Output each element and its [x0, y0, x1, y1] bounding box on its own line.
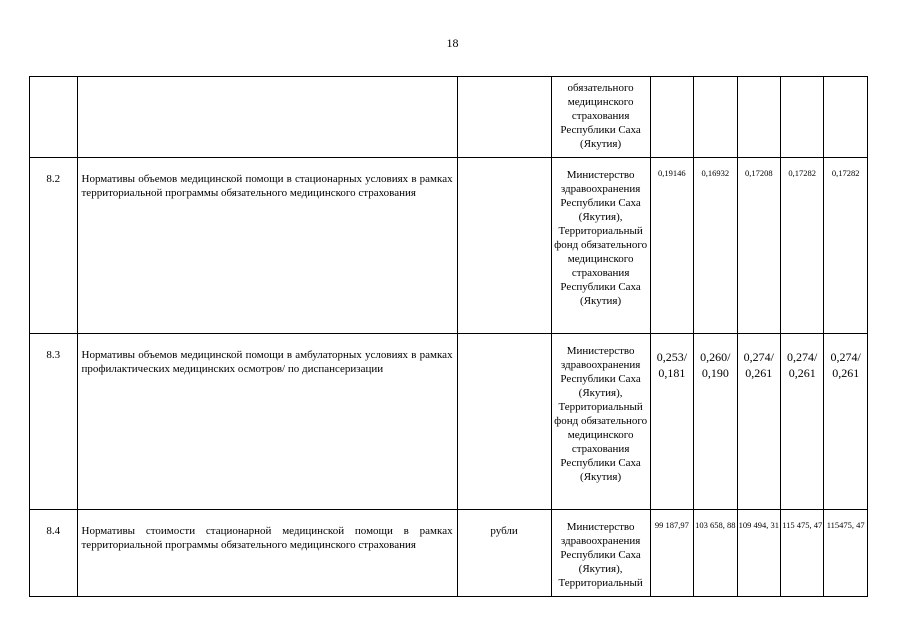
table-row-continuation: [30, 77, 868, 158]
description-cell: Нормативы объемов медицинской помощи в амбулаторных условиях в рамках профилактических медицинских осмотров/ по диспансеризации: [77, 334, 457, 510]
value-cell-2023: 115 475, 47: [781, 510, 824, 597]
row-number-cell: [30, 77, 78, 158]
value-cell-2024: 0,17282: [824, 158, 868, 334]
row-number-cell: 8.4: [30, 510, 78, 597]
value-cell-2020: 0,19146: [650, 158, 693, 334]
table-row-8-3: [30, 334, 868, 510]
value-cell-2024: 115475, 47: [824, 510, 868, 597]
row-number-cell: 8.2: [30, 158, 78, 334]
responsible-cell: Министерство здравоохранения Республики Саха (Якутия), Территориальный: [551, 510, 650, 597]
page-number: 18: [446, 36, 459, 50]
value-cell-2021: 103 658, 88: [694, 510, 737, 597]
value-cell: [824, 77, 868, 158]
description-cell: [77, 77, 457, 158]
value-cell-2022: 0,274/ 0,261: [737, 334, 780, 510]
value-cell: [737, 77, 780, 158]
value-cell-2021: 0,16932: [694, 158, 737, 334]
value-cell-2023: 0,274/ 0,261: [781, 334, 824, 510]
responsible-cell: Министерство здравоохранения Республики Саха (Якутия), Территориальный фонд обязательного медицинского страхования Республики Саха (Якутия): [551, 334, 650, 510]
value-cell-2021: 0,260/ 0,190: [694, 334, 737, 510]
unit-cell: рубли: [457, 510, 551, 597]
unit-cell: [457, 77, 551, 158]
table-row-8-4: [30, 510, 868, 597]
description-cell: Нормативы объемов медицинской помощи в стационарных условиях в рамках территориальной программы обязательного медицинского страхования: [77, 158, 457, 334]
value-cell-2022: 109 494, 31: [737, 510, 780, 597]
table-row-8-2: [30, 158, 868, 334]
row-number-cell: 8.3: [30, 334, 78, 510]
value-cell: [650, 77, 693, 158]
value-cell-2023: 0,17282: [781, 158, 824, 334]
responsible-cell: обязательного медицинского страхования Республики Саха (Якутия): [551, 77, 650, 158]
normatives-table: [29, 76, 868, 597]
value-cell-2020: 99 187,97: [650, 510, 693, 597]
value-cell-2024: 0,274/ 0,261: [824, 334, 868, 510]
value-cell-2022: 0,17208: [737, 158, 780, 334]
value-cell: [781, 77, 824, 158]
value-cell-2020: 0,253/ 0,181: [650, 334, 693, 510]
responsible-cell: Министерство здравоохранения Республики Саха (Якутия), Территориальный фонд обязательного медицинского страхования Республики Саха (Якутия): [551, 158, 650, 334]
unit-cell: [457, 334, 551, 510]
description-cell: Нормативы стоимости стационарной медицинской помощи в рамках территориальной программы обязательного медицинского страхования: [77, 510, 457, 597]
unit-cell: [457, 158, 551, 334]
value-cell: [694, 77, 737, 158]
